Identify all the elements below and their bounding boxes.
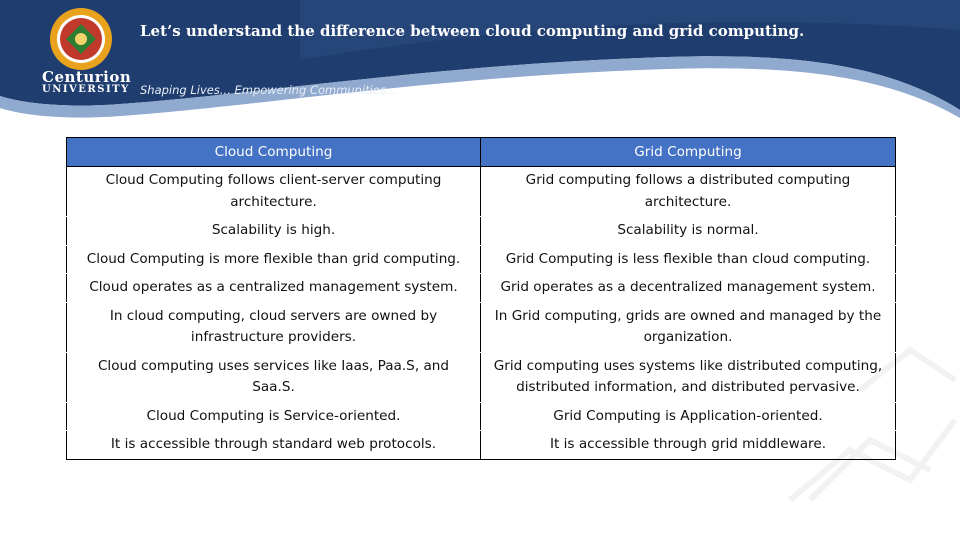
brand-tagline: Shaping Lives... Empowering Communities...: [140, 83, 397, 97]
table-row: [67, 431, 896, 460]
cell-cloud: Cloud computing uses services like Iaas, Paa.S, and Saa.S.: [67, 352, 481, 402]
table-row: [67, 302, 896, 352]
cell-cloud: Cloud Computing is more flexible than grid computing.: [67, 245, 481, 274]
cell-cloud: Scalability is high.: [67, 217, 481, 246]
header-grid-computing: Grid Computing: [481, 138, 896, 167]
comparison-table: [66, 137, 896, 460]
cell-cloud: Cloud Computing follows client-server computing architecture.: [67, 167, 481, 217]
table-row: [67, 217, 896, 246]
cell-cloud: Cloud Computing is Service-oriented.: [67, 402, 481, 431]
cell-grid: Grid computing uses systems like distributed computing, distributed information, and distributed pervasive.: [481, 352, 896, 402]
cell-cloud: Cloud operates as a centralized management system.: [67, 274, 481, 303]
cell-grid: Grid operates as a decentralized management system.: [481, 274, 896, 303]
table-header-row: [67, 138, 896, 167]
table-row: [67, 274, 896, 303]
table-row: [67, 352, 896, 402]
brand-name: Centurion: [42, 68, 132, 86]
cell-grid: Grid Computing is Application-oriented.: [481, 402, 896, 431]
table-row: [67, 167, 896, 217]
header-cloud-computing: Cloud Computing: [67, 138, 481, 167]
slide-title: Let’s understand the difference between cloud computing and grid computing.: [140, 22, 805, 40]
brand-subtitle: UNIVERSITY: [42, 84, 130, 95]
cell-grid: Grid Computing is less flexible than cloud computing.: [481, 245, 896, 274]
table-row: [67, 402, 896, 431]
cell-cloud: In cloud computing, cloud servers are owned by infrastructure providers.: [67, 302, 481, 352]
cell-grid: Grid computing follows a distributed computing architecture.: [481, 167, 896, 217]
header-banner: [0, 0, 960, 130]
university-logo: [38, 6, 124, 72]
cell-cloud: It is accessible through standard web protocols.: [67, 431, 481, 460]
cell-grid: It is accessible through grid middleware.: [481, 431, 896, 460]
cell-grid: In Grid computing, grids are owned and managed by the organization.: [481, 302, 896, 352]
cell-grid: Scalability is normal.: [481, 217, 896, 246]
table-row: [67, 245, 896, 274]
